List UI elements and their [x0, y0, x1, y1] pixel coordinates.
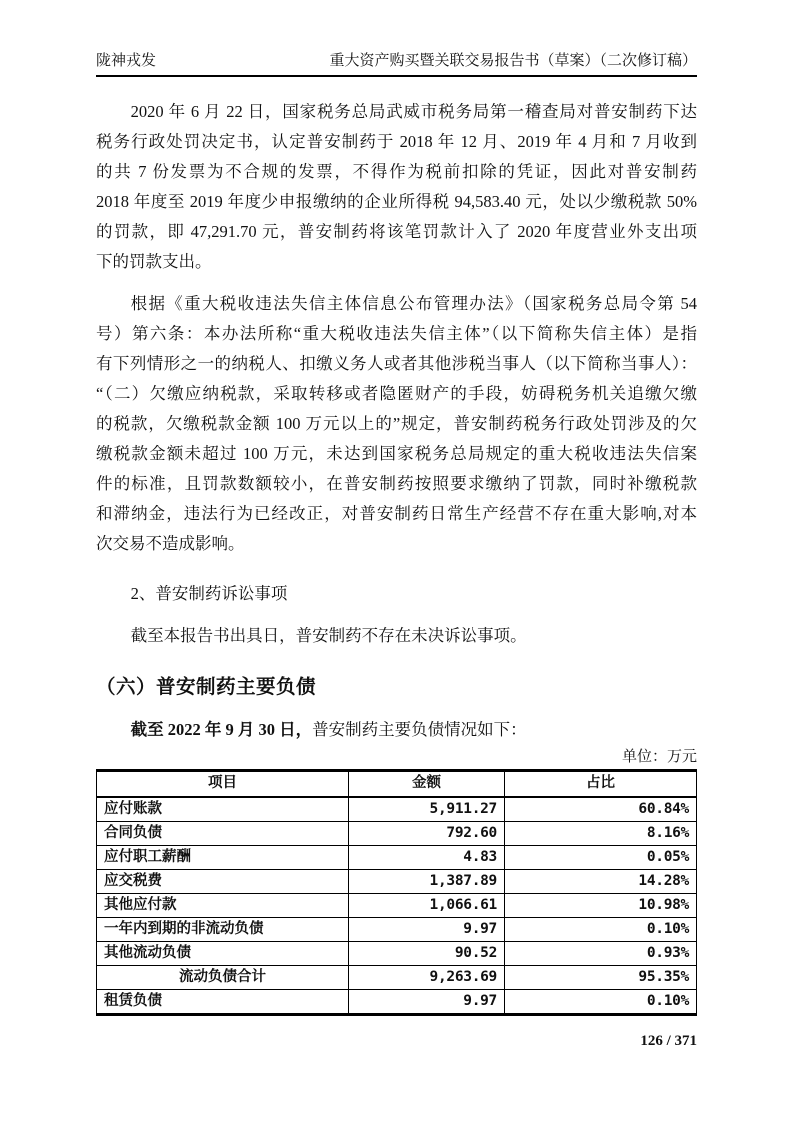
paragraph-line: 和滞纳金，违法行为已经改正，对普安制药日常生产经营不存在重大影响,对本	[96, 504, 697, 523]
paragraph-line: 件的标准，且罚款数额较小，在普安制药按照要求缴纳了罚款，同时补缴税款	[96, 474, 697, 493]
paragraph-tax-penalty	[96, 97, 697, 277]
ratio-cell: 95.35%	[505, 966, 697, 990]
table-row	[97, 870, 697, 894]
paragraph-line: 2020 年 6 月 22 日，国家税务总局武威市税务局第一稽查局对普安制药下达	[130, 102, 697, 121]
table-row	[97, 822, 697, 846]
column-header: 金额	[349, 771, 505, 798]
table-intro-line	[96, 715, 697, 745]
item-cell: 租赁负债	[97, 990, 349, 1015]
item-cell: 应付职工薪酬	[97, 846, 349, 870]
unit-note: 单位：万元	[621, 749, 697, 765]
paragraph-line: 次交易不造成影响。	[96, 534, 245, 553]
paragraph-line: 税务行政处罚决定书，认定普安制药于 2018 年 12 月、2019 年 4 月和 7 月收到	[96, 132, 697, 151]
ratio-cell: 10.98%	[505, 894, 697, 918]
intro-rest-text: 普安制药主要负债情况如下：	[312, 720, 527, 739]
paragraph-line: 2、普安制药诉讼事项	[130, 584, 288, 603]
column-header: 项目	[97, 771, 349, 798]
item-cell: 其他应付款	[97, 894, 349, 918]
ratio-cell: 0.05%	[505, 846, 697, 870]
header-left-text: 陇神戎发	[96, 53, 157, 69]
paragraph-line: 号）第六条：本办法所称“重大税收违法失信主体”（以下简称失信主体）是指	[96, 324, 697, 343]
paragraph-line: 截至本报告书出具日，普安制药不存在未决诉讼事项。	[130, 626, 527, 645]
amount-cell: 1,066.61	[349, 894, 505, 918]
table-row	[97, 894, 697, 918]
section-heading-liabilities: （六）普安制药主要负债	[96, 676, 317, 698]
liabilities-table	[96, 769, 697, 1016]
ratio-cell: 0.93%	[505, 942, 697, 966]
item-cell: 合同负债	[97, 822, 349, 846]
paragraph-line: 有下列情形之一的纳税人、扣缴义务人或者其他涉税当事人（以下简称当事人）：	[96, 354, 697, 373]
item-cell: 应付账款	[97, 797, 349, 822]
amount-cell: 9.97	[349, 918, 505, 942]
table-header-row	[97, 771, 697, 798]
item-cell: 流动负债合计	[97, 966, 349, 990]
page-number: 126 / 371	[640, 1033, 697, 1049]
paragraph-regulation	[96, 289, 697, 559]
paragraph-line: “（二）欠缴应纳税款，采取转移或者隐匿财产的手段，妨碍税务机关追缴欠缴	[96, 384, 697, 403]
table-row	[97, 918, 697, 942]
column-header: 占比	[505, 771, 697, 798]
as-of-date-text: 截至 2022 年 9 月 30 日，	[130, 720, 313, 739]
amount-cell: 9,263.69	[349, 966, 505, 990]
ratio-cell: 0.10%	[505, 918, 697, 942]
amount-cell: 90.52	[349, 942, 505, 966]
ratio-cell: 14.28%	[505, 870, 697, 894]
item-cell: 应交税费	[97, 870, 349, 894]
amount-cell: 5,911.27	[349, 797, 505, 822]
paragraph-line: 的罚款，即 47,291.70 元，普安制药将该笔罚款计入了 2020 年度营业外支出项	[96, 222, 697, 241]
table-row	[97, 990, 697, 1015]
header-right-text: 重大资产购买暨关联交易报告书（草案）（二次修订稿）	[329, 53, 697, 69]
paragraph-line: 缴税款金额未超过 100 万元，未达到国家税务总局规定的重大税收违法失信案	[96, 444, 697, 463]
paragraph-litigation-status	[96, 621, 697, 651]
paragraph-line: 的税款，欠缴税款金额 100 万元以上的”规定，普安制药税务行政处罚涉及的欠	[96, 414, 697, 433]
table-row	[97, 846, 697, 870]
running-header	[96, 52, 697, 77]
table-row	[97, 797, 697, 822]
table-row-subtotal	[97, 966, 697, 990]
item-cell: 一年内到期的非流动负债	[97, 918, 349, 942]
subsection-title-litigation	[96, 579, 697, 609]
table-row	[97, 942, 697, 966]
paragraph-line: 下的罚款支出。	[96, 252, 212, 271]
paragraph-line: 的共 7 份发票为不合规的发票，不得作为税前扣除的凭证，因此对普安制药	[96, 162, 697, 181]
amount-cell: 9.97	[349, 990, 505, 1015]
ratio-cell: 8.16%	[505, 822, 697, 846]
paragraph-line: 根据《重大税收违法失信主体信息公布管理办法》（国家税务总局令第 54	[130, 294, 697, 313]
page-footer	[96, 1032, 697, 1050]
amount-cell: 792.60	[349, 822, 505, 846]
item-cell: 其他流动负债	[97, 942, 349, 966]
amount-cell: 4.83	[349, 846, 505, 870]
paragraph-line: 2018 年度至 2019 年度少申报缴纳的企业所得税 94,583.40 元，处以少缴税款 50%	[96, 192, 697, 211]
ratio-cell: 60.84%	[505, 797, 697, 822]
ratio-cell: 0.10%	[505, 990, 697, 1015]
amount-cell: 1,387.89	[349, 870, 505, 894]
